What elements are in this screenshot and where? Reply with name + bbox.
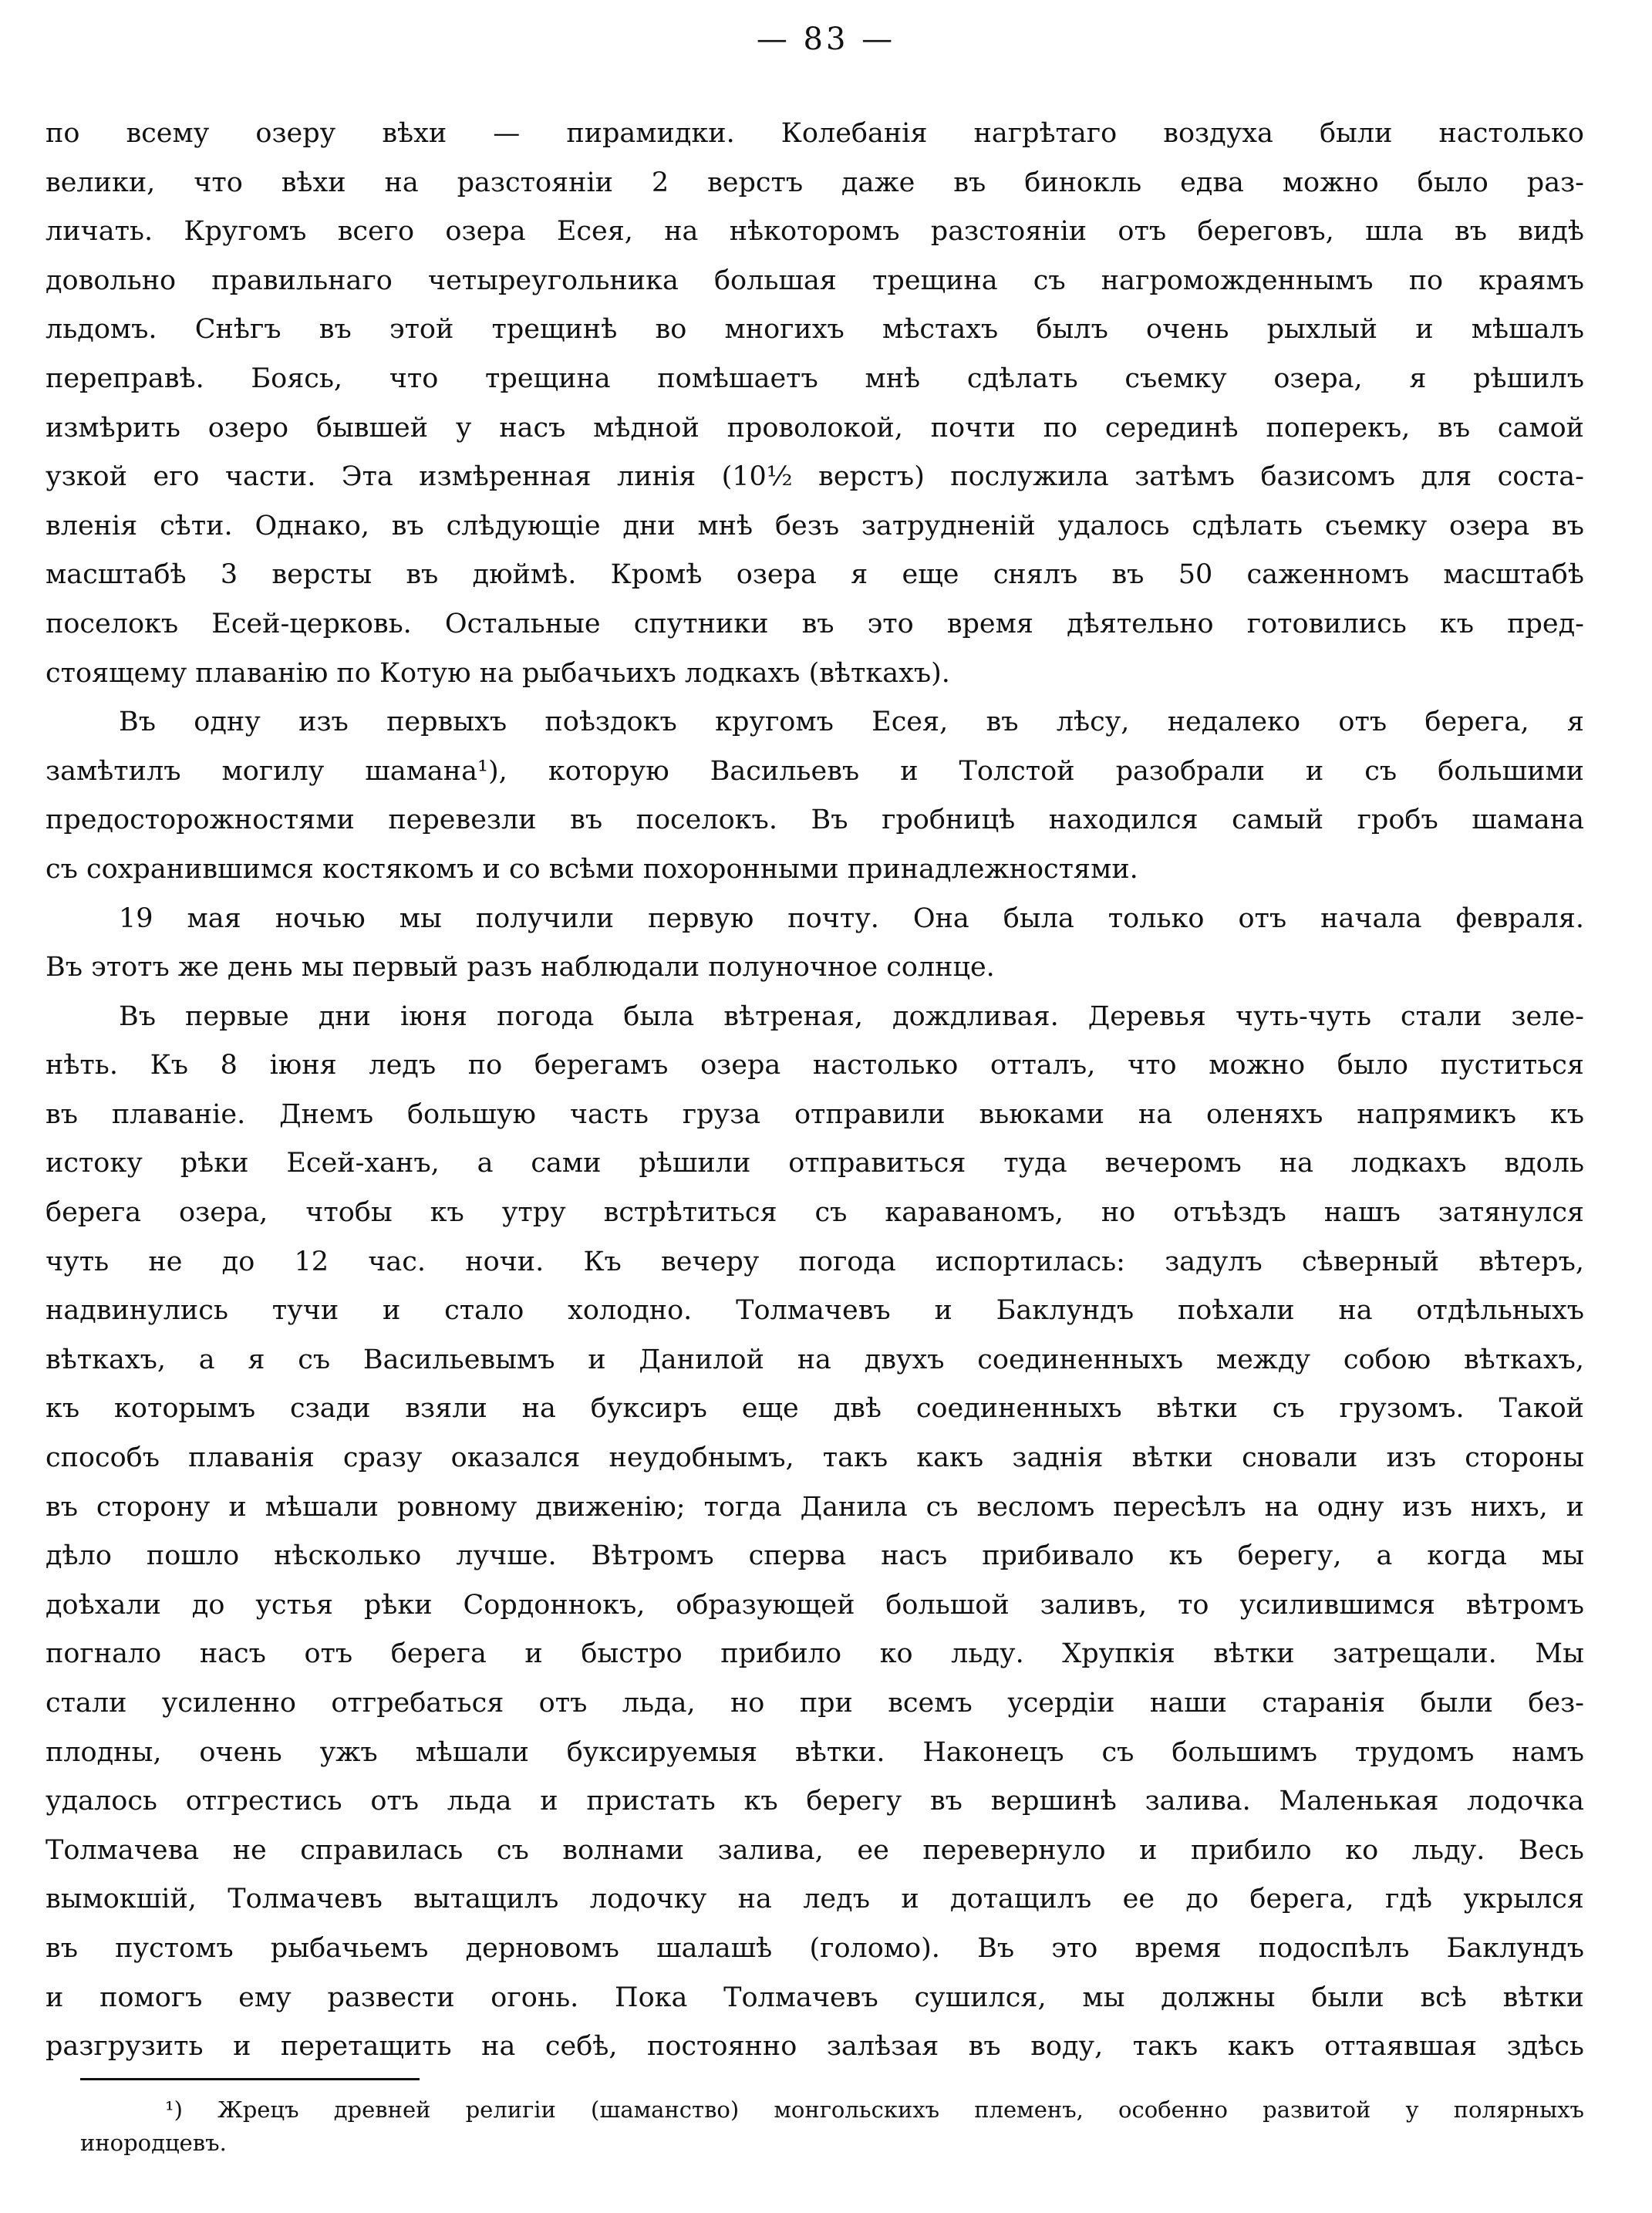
text-line: личать. Кругомъ всего озера Есея, на нѣкоторомъ разстояніи отъ береговъ, шла въ видѣ — [46, 216, 1584, 248]
footnote-line: ¹) Жрецъ древней религіи (шаманство) монгольскихъ племенъ, особенно развитой у полярныхъ — [165, 2097, 1584, 2123]
text-line: узкой его части. Эта измѣренная линія (10½ верстъ) послужила затѣмъ базисомъ для соста- — [46, 461, 1584, 493]
text-line: погнало насъ отъ берега и быстро прибило ко льду. Хрупкія вѣтки затрещали. Мы — [46, 1638, 1584, 1670]
text-line: 19 мая ночью мы получили первую почту. Она была только отъ начала февраля. — [119, 902, 1584, 934]
text-line: переправѣ. Боясь, что трещина помѣшаетъ мнѣ сдѣлать съемку озера, я рѣшилъ — [46, 363, 1584, 394]
footnote-divider — [80, 2078, 420, 2080]
text-line: Въ одну изъ первыхъ поѣздокъ кругомъ Есея, въ лѣсу, недалеко отъ берега, я — [119, 707, 1584, 738]
text-line: вымокшій, Толмачевъ вытащилъ лодочку на ледъ и дотащилъ ее до берега, гдѣ укрылся — [46, 1884, 1584, 1915]
text-line: берега озера, чтобы къ утру встрѣтиться съ караваномъ, но отъѣздъ нашъ затянулся — [46, 1197, 1584, 1229]
text-line: дѣло пошло нѣсколько лучше. Вѣтромъ сперва насъ прибивало къ берегу, а когда мы — [46, 1540, 1584, 1572]
text-line: стоящему плаванію по Котую на рыбачьихъ лодкахъ (вѣткахъ). — [46, 657, 950, 689]
text-line: стали усиленно отгребаться отъ льда, но при всемъ усердіи наши старанія были без- — [46, 1688, 1584, 1719]
text-line: довольно правильнаго четыреугольника большая трещина съ нагроможденнымъ по краямъ — [46, 265, 1584, 296]
text-line: и помогъ ему развести огонь. Пока Толмачевъ сушился, мы должны были всѣ вѣтки — [46, 1982, 1584, 2013]
text-line: съ сохранившимся костякомъ и со всѣми похоронными принадлежностями. — [46, 853, 1138, 885]
text-line: удалось отгрестись отъ льда и пристать къ берегу въ вершинѣ залива. Маленькая лодочка — [46, 1786, 1584, 1817]
text-line: въ сторону и мѣшали ровному движенію; тогда Данила съ весломъ пересѣлъ на одну изъ нихъ, и — [46, 1491, 1584, 1523]
footnote-line: инородцевъ. — [80, 2130, 227, 2156]
text-line: нѣть. Къ 8 іюня ледъ по берегамъ озера настолько отталъ, что можно было пуститься — [46, 1050, 1584, 1081]
text-line: Въ этотъ же день мы первый разъ наблюдали полуночное солнце. — [46, 952, 995, 983]
text-line: Толмачева не справилась съ волнами залива, ее перевернуло и прибило ко льду. Весь — [46, 1834, 1584, 1866]
text-line: къ которымъ сзади взяли на буксиръ еще двѣ соединенныхъ вѣтки съ грузомъ. Такой — [46, 1393, 1584, 1425]
text-line: въ пустомъ рыбачьемъ дерновомъ шалашѣ (голомо). Въ это время подоспѣлъ Баклундъ — [46, 1932, 1584, 1964]
text-line: плодны, очень ужъ мѣшали буксируемыя вѣтки. Наконецъ съ большимъ трудомъ намъ — [46, 1736, 1584, 1768]
page-number: — 83 — — [756, 22, 896, 57]
text-line: въ плаваніе. Днемъ большую часть груза отправили вьюками на оленяхъ напрямикъ къ — [46, 1098, 1584, 1130]
footnote — [80, 2093, 1584, 2160]
text-line: вѣткахъ, а я съ Васильевымъ и Данилой на двухъ соединенныхъ между собою вѣткахъ, — [46, 1344, 1584, 1375]
text-line: масштабѣ 3 версты въ дюймѣ. Кромѣ озера я еще снялъ въ 50 саженномъ масштабѣ — [46, 559, 1584, 591]
text-line: Въ первые дни іюня погода была вѣтреная, дождливая. Деревья чуть-чуть стали зеле- — [119, 1000, 1584, 1032]
body-text — [46, 110, 1584, 2072]
text-line: замѣтилъ могилу шамана¹), которую Васильевъ и Толстой разобрали и съ большими — [46, 755, 1584, 787]
text-line: льдомъ. Снѣгъ въ этой трещинѣ во многихъ мѣстахъ былъ очень рыхлый и мѣшалъ — [46, 314, 1584, 346]
text-line: вленія сѣти. Однако, въ слѣдующіе дни мнѣ безъ затрудненій удалось сдѣлать съемку озера въ — [46, 510, 1584, 541]
text-line: велики, что вѣхи на разстояніи 2 верстъ даже въ бинокль едва можно было раз- — [46, 167, 1584, 198]
text-line: предосторожностями перевезли въ поселокъ. Въ гробницѣ находился самый гробъ шамана — [46, 805, 1584, 836]
text-line: способъ плаванія сразу оказался неудобнымъ, такъ какъ заднія вѣтки сновали изъ стороны — [46, 1442, 1584, 1474]
text-line: разгрузить и перетащить на себѣ, постоянно залѣзая въ воду, такъ какъ оттаявшая здѣсь — [46, 2031, 1584, 2063]
text-line: поселокъ Есей-церковь. Остальные спутники въ это время дѣятельно готовились къ пред- — [46, 608, 1584, 639]
text-line: чуть не до 12 час. ночи. Къ вечеру погода испортилась: задулъ сѣверный вѣтеръ, — [46, 1246, 1584, 1277]
text-line: по всему озеру вѣхи — пирамидки. Колебанія нагрѣтаго воздуха были настолько — [46, 118, 1584, 149]
text-line: надвинулись тучи и стало холодно. Толмачевъ и Баклундъ поѣхали на отдѣльныхъ — [46, 1295, 1584, 1327]
text-line: истоку рѣки Есей-ханъ, а сами рѣшили отправиться туда вечеромъ на лодкахъ вдоль — [46, 1148, 1584, 1179]
text-line: доѣхали до устья рѣки Сордоннокъ, образующей большой заливъ, то усилившимся вѣтромъ — [46, 1589, 1584, 1621]
text-line: измѣрить озеро бывшей у насъ мѣдной проволокой, почти по серединѣ поперекъ, въ самой — [46, 412, 1584, 444]
